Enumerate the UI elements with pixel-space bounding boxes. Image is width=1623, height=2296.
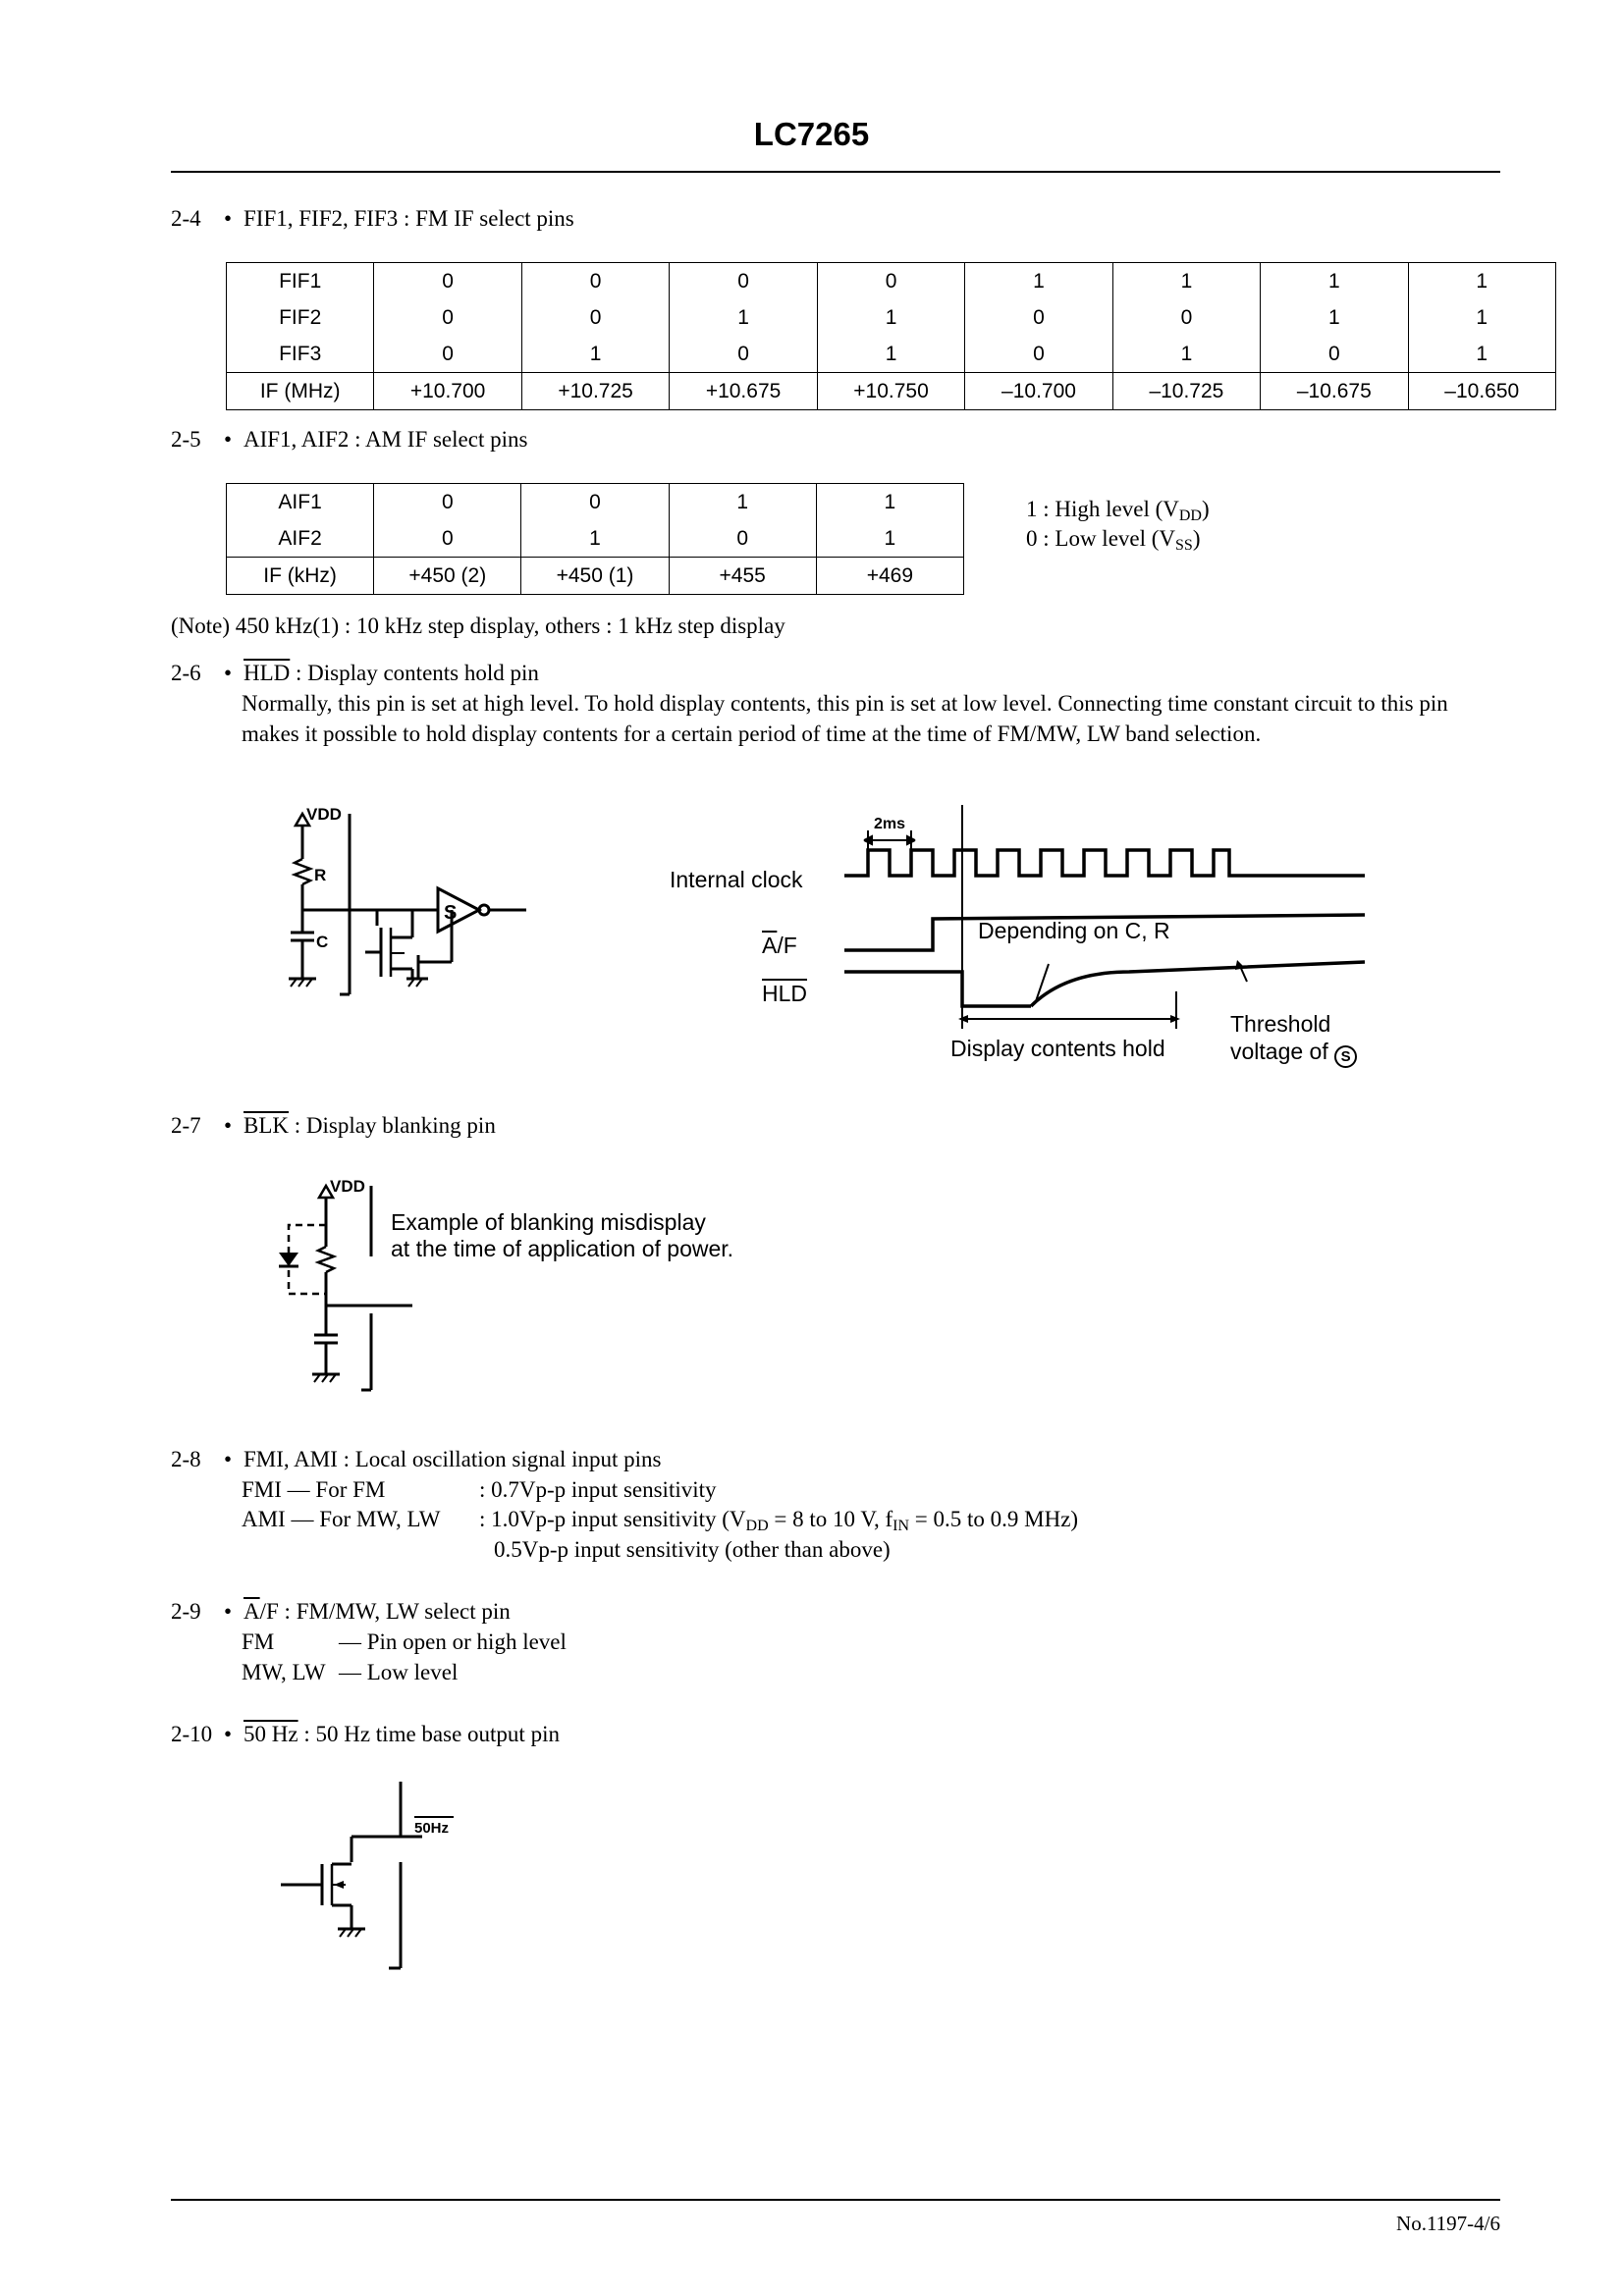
table-cell: 1 — [1261, 299, 1408, 336]
table-cell: –10.675 — [1261, 373, 1408, 410]
table-row — [227, 520, 964, 558]
am-if-table — [226, 483, 964, 595]
fmi-label: FMI — For FM — [242, 1477, 386, 1502]
blank-example-line1: Example of blanking misdisplay — [391, 1209, 706, 1235]
display-hold-label: Display contents hold — [950, 1036, 1165, 1061]
table-cell: 1 — [965, 263, 1112, 300]
table-cell: 1 — [816, 484, 963, 521]
50hz-label: 50Hz — [414, 1820, 450, 1837]
table-cell: 0 — [670, 336, 817, 373]
section-2-8-heading: 2-8 • FMI, AMI : Local oscillation signal input pins — [171, 1444, 661, 1474]
table-cell: 1 — [669, 484, 816, 521]
table-cell: 1 — [816, 520, 963, 558]
table-row — [227, 299, 1556, 336]
legend-low: 0 : Low level $(V_{SS})$ — [1026, 526, 1201, 554]
bullet-icon: • — [224, 427, 233, 452]
table-cell: 1 — [817, 336, 964, 373]
table-cell: –10.700 — [965, 373, 1112, 410]
section-2-10-heading: 2-10 • 50 Hz : 50 Hz time base output pin — [171, 1719, 560, 1749]
50hz-output-circuit — [275, 1782, 471, 1978]
table-cell: +10.700 — [374, 373, 521, 410]
table-cell: 0 — [1261, 336, 1408, 373]
table-cell: –10.650 — [1408, 373, 1555, 410]
vdd-label: VDD — [306, 805, 342, 824]
table-cell: 0 — [1112, 299, 1260, 336]
section-text: AIF1, AIF2 : AM IF select pins — [243, 427, 528, 452]
pin-name: 50 Hz — [243, 1722, 298, 1746]
internal-clock-wave — [844, 850, 1365, 876]
r-label: R — [314, 866, 327, 884]
table-cell: 1 — [1408, 263, 1555, 300]
c-label: C — [316, 933, 329, 951]
blk-circuit-diagram — [275, 1168, 432, 1394]
bullet-icon: • — [224, 1447, 233, 1471]
section-number: 2-5 — [171, 427, 201, 452]
row-label: AIF2 — [227, 520, 374, 558]
footer-rule — [171, 2199, 1500, 2201]
vdd-label: VDD — [330, 1177, 365, 1196]
row-label: AIF1 — [227, 484, 374, 521]
fm-value: — Pin open or high level — [339, 1629, 567, 1654]
table-cell: 0 — [817, 263, 964, 300]
legend-high: 1 : High level $(V_{DD})$ — [1026, 497, 1210, 524]
table-row — [227, 373, 1556, 410]
table-cell: 0 — [669, 520, 816, 558]
section-2-4-heading — [171, 203, 574, 234]
threshold-voltage-label: voltage of S — [1230, 1039, 1357, 1068]
table-cell: 1 — [817, 299, 964, 336]
internal-clock-label: Internal clock — [670, 867, 803, 892]
table-row — [227, 484, 964, 521]
table-cell: 1 — [1408, 299, 1555, 336]
period-label: 2ms — [874, 816, 906, 832]
table-cell: 0 — [374, 520, 521, 558]
ami-label: AMI — For MW, LW — [242, 1507, 441, 1531]
table-cell: 0 — [965, 336, 1112, 373]
table-cell: +10.725 — [521, 373, 669, 410]
ami-value: : 1.0Vp-p input sensitivity ($V_{DD} = 8$ to 10 V, $f_{IN} = 0.5$ to 0.9 MHz) — [479, 1507, 1079, 1534]
fm-label: FM — [242, 1629, 275, 1654]
hld-label: $\overline{HLD}$ — [762, 981, 808, 1006]
table-cell: 1 — [521, 520, 669, 558]
row-label: IF (kHz) — [227, 558, 374, 595]
table-cell: +450 (1) — [521, 558, 669, 595]
table-row — [227, 336, 1556, 373]
table-cell: 0 — [521, 263, 669, 300]
bullet-icon: • — [224, 206, 233, 231]
table-cell: 0 — [374, 336, 521, 373]
mw-value: — Low level — [339, 1660, 459, 1684]
bullet-icon: • — [224, 1599, 233, 1624]
page-title: LC7265 — [753, 116, 870, 152]
table-cell: 0 — [374, 263, 521, 300]
table-cell: 0 — [374, 299, 521, 336]
blank-example-line2: at the time of application of power. — [391, 1236, 734, 1261]
table-cell: 0 — [521, 299, 669, 336]
table-cell: 0 — [521, 484, 669, 521]
fm-if-table — [226, 262, 1556, 410]
bullet-icon: • — [224, 661, 233, 685]
section-2-5-heading — [171, 424, 527, 454]
table-cell: +450 (2) — [374, 558, 521, 595]
hld-circuit-diagram — [275, 800, 540, 1006]
table-cell: 1 — [1261, 263, 1408, 300]
table-cell: –10.725 — [1112, 373, 1260, 410]
row-label: FIF1 — [227, 263, 374, 300]
row-label: FIF2 — [227, 299, 374, 336]
row-label: IF (MHz) — [227, 373, 374, 410]
mw-label: MW, LW — [242, 1660, 326, 1684]
bullet-icon: • — [224, 1113, 233, 1138]
row-label: FIF3 — [227, 336, 374, 373]
table-cell: 1 — [1408, 336, 1555, 373]
section-2-9-heading: 2-9 • $\overline{A}/F$ : FM/MW, LW select pin — [171, 1596, 511, 1627]
section-number: 2-4 — [171, 206, 201, 231]
section-2-7-heading: 2-7 • $\overline{BLK}$ : Display blanking pin — [171, 1110, 496, 1141]
table-cell: 1 — [521, 336, 669, 373]
section-2-6-heading: 2-6 • $\overline{HLD}$ : Display contents hold pin — [171, 658, 539, 688]
pin-name: $\overline{BLK}$ — [243, 1113, 289, 1138]
table-cell: 1 — [1112, 336, 1260, 373]
threshold-label: Threshold — [1230, 1011, 1331, 1037]
s-circle-icon: S — [1334, 1045, 1357, 1068]
header-rule — [171, 171, 1500, 173]
pin-name: $\overline{HLD}$ — [243, 661, 291, 685]
table-cell: 0 — [374, 484, 521, 521]
table-cell: 1 — [1112, 263, 1260, 300]
table-row — [227, 558, 964, 595]
hld-description: Normally, this pin is set at high level. To hold display contents, this pin is set at low level. Connecting time constant circuit to this pin makes it possible to hold display contents for a certain period of time at the time of FM/MW, LW band selection. — [242, 691, 1448, 746]
table-cell: +455 — [669, 558, 816, 595]
schmitt-label: S — [444, 902, 458, 924]
table-cell: +10.675 — [670, 373, 817, 410]
af-label: $\overline{A}/F$ — [762, 933, 797, 958]
section-text: FIF1, FIF2, FIF3 : FM IF select pins — [243, 206, 574, 231]
table-cell: 1 — [670, 299, 817, 336]
page-number: No.1197-4/6 — [1396, 2212, 1500, 2235]
table-cell: 0 — [670, 263, 817, 300]
fmi-value: : 0.7Vp-p input sensitivity — [479, 1477, 717, 1502]
table-cell: +469 — [816, 558, 963, 595]
table-cell: +10.750 — [817, 373, 964, 410]
table-cell: 0 — [965, 299, 1112, 336]
bullet-icon: • — [224, 1722, 233, 1746]
table-row — [227, 263, 1556, 300]
depending-label: Depending on C, R — [978, 918, 1170, 943]
ami-value-2: 0.5Vp-p input sensitivity (other than above) — [494, 1537, 891, 1562]
note-text: (Note) 450 kHz(1) : 10 kHz step display, others : 1 kHz step display — [171, 614, 785, 638]
